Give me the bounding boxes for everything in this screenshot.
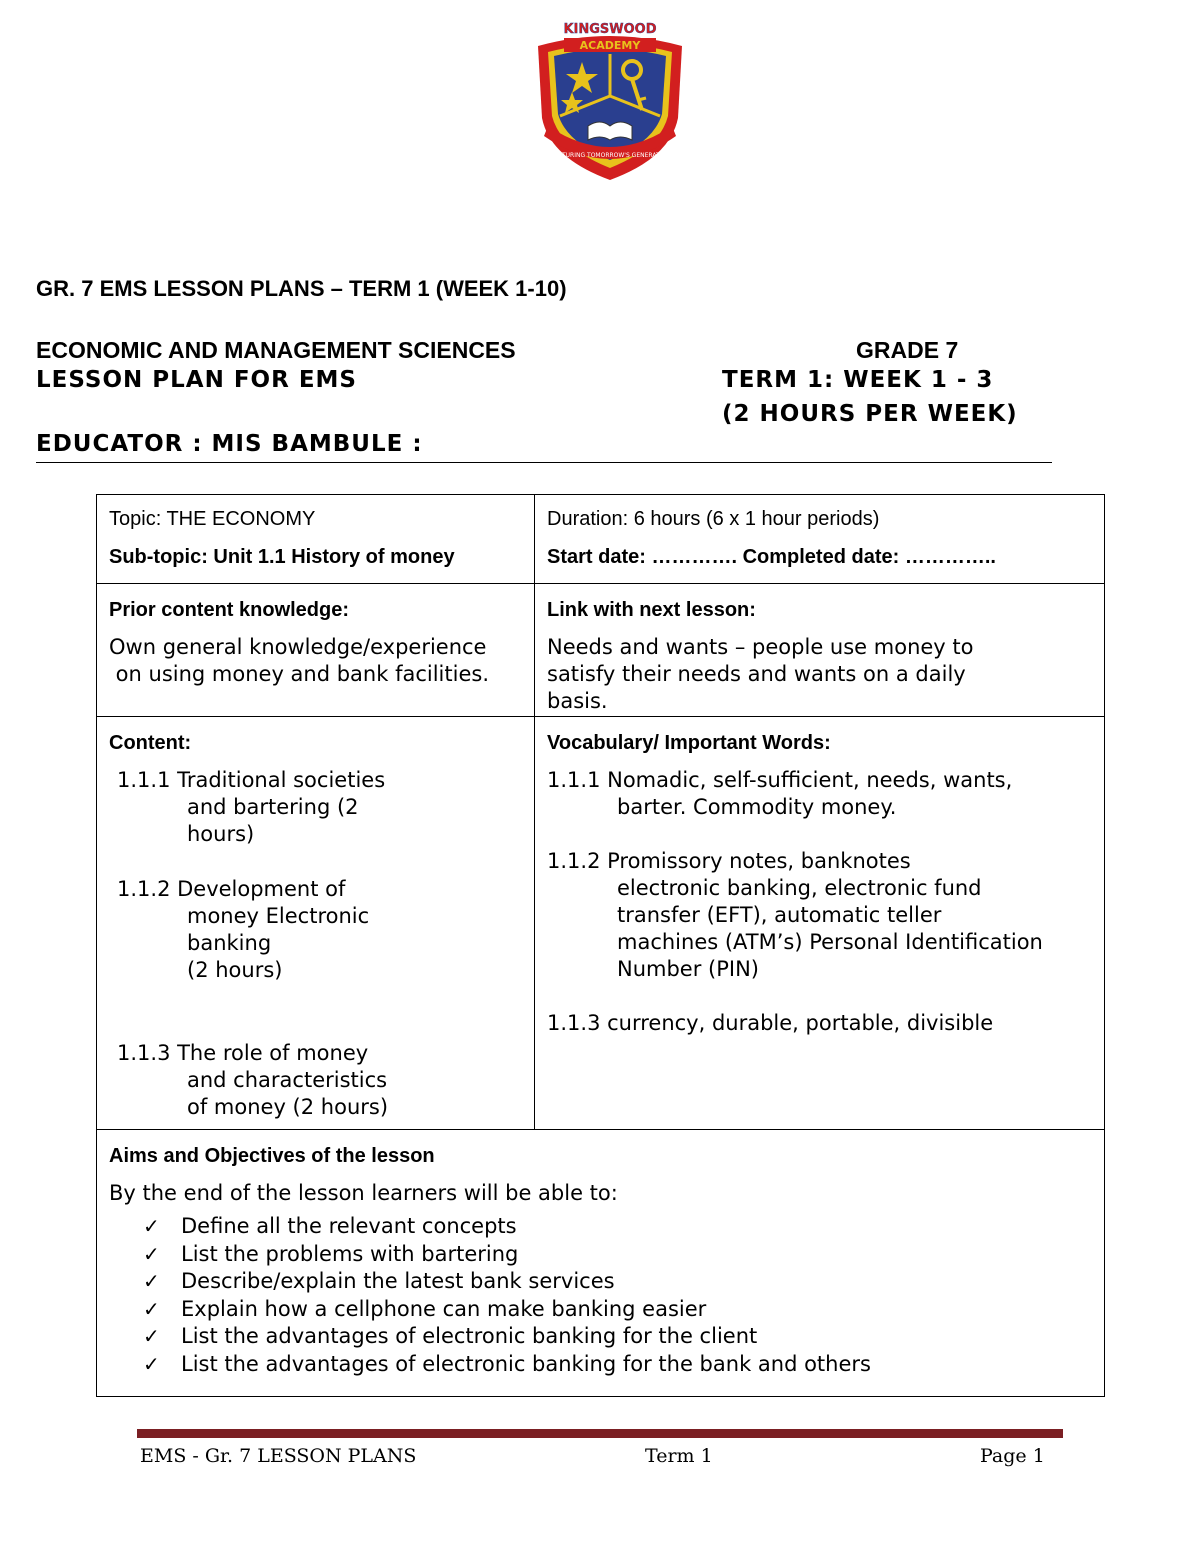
document-title: GR. 7 EMS LESSON PLANS – TERM 1 (WEEK 1-10) xyxy=(36,276,567,301)
prior-knowledge-line: on using money and bank facilities. xyxy=(109,662,489,686)
vocabulary-item-line: transfer (EFT), automatic teller xyxy=(617,903,942,927)
vocabulary-item: 1.1.3 currency, durable, portable, divisible xyxy=(547,1011,994,1035)
check-icon: ✓ xyxy=(143,1324,160,1348)
footer-term: Term 1 xyxy=(645,1445,713,1467)
table-row xyxy=(97,717,1105,1130)
page-number: Page 1 xyxy=(980,1445,1045,1467)
check-icon: ✓ xyxy=(143,1269,160,1293)
list-item: ✓ List the advantages of electronic banking for the bank and others xyxy=(143,1351,1104,1379)
prior-knowledge-line: Own general knowledge/experience xyxy=(109,635,487,659)
table-row xyxy=(97,584,1105,717)
svg-text:KINGSWOOD: KINGSWOOD xyxy=(563,22,657,37)
vocabulary-item-line: Number (PIN) xyxy=(617,957,759,981)
vocabulary-item-line: machines (ATM’s) Personal Identification xyxy=(617,930,1043,954)
check-icon: ✓ xyxy=(143,1214,160,1238)
svg-text:NURTURING TOMORROW'S GENERATIO: NURTURING TOMORROW'S GENERATION xyxy=(549,152,671,159)
objectives-list xyxy=(109,1213,1104,1378)
link-line: satisfy their needs and wants on a daily xyxy=(547,662,966,686)
table-row xyxy=(97,495,1105,584)
topic-cell xyxy=(97,495,535,584)
check-icon: ✓ xyxy=(143,1351,160,1376)
content-item: 1.1.1 Traditional societies xyxy=(117,768,386,792)
content-cell xyxy=(97,717,535,1130)
link-line: basis. xyxy=(547,689,608,713)
svg-text:ACADEMY: ACADEMY xyxy=(579,39,641,52)
vocabulary-list xyxy=(547,767,1104,1037)
duration-text: Duration: 6 hours (6 x 1 hour periods) xyxy=(547,508,880,530)
content-list xyxy=(109,767,534,1121)
prior-knowledge-cell xyxy=(97,584,535,717)
topic-text: Topic: THE ECONOMY xyxy=(109,508,316,530)
list-item: ✓ Define all the relevant concepts xyxy=(143,1213,1104,1241)
link-next-lesson-label: Link with next lesson: xyxy=(547,599,756,621)
grade-label: GRADE 7 xyxy=(856,337,959,363)
prior-knowledge-label: Prior content knowledge: xyxy=(109,599,350,621)
header-divider xyxy=(36,462,1052,463)
link-line: Needs and wants – people use money to xyxy=(547,635,974,659)
term-week: TERM 1: WEEK 1 - 3 xyxy=(722,367,994,393)
link-next-lesson-cell xyxy=(535,584,1105,717)
content-item: 1.1.2 Development of xyxy=(117,877,346,901)
school-crest-logo xyxy=(530,18,690,183)
list-item: ✓ List the advantages of electronic banking for the client xyxy=(143,1323,1104,1351)
vocabulary-item-line: electronic banking, electronic fund xyxy=(617,876,982,900)
educator-name: EDUCATOR : MIS BAMBULE : xyxy=(36,431,423,457)
vocabulary-cell xyxy=(535,717,1105,1130)
content-item-line: banking xyxy=(187,931,272,955)
vocabulary-item: 1.1.1 Nomadic, self-sufficient, needs, wants, xyxy=(547,768,1013,792)
footer-left-text: EMS - Gr. 7 LESSON PLANS xyxy=(140,1445,417,1467)
lesson-plan-table xyxy=(96,494,1105,1397)
content-label: Content: xyxy=(109,732,192,754)
list-item: ✓ List the problems with bartering xyxy=(143,1241,1104,1269)
duration-cell xyxy=(535,495,1105,584)
content-item-line: money Electronic xyxy=(187,904,370,928)
footer-bar xyxy=(137,1429,1063,1438)
list-item: ✓ Describe/explain the latest bank services xyxy=(143,1268,1104,1296)
vocabulary-label: Vocabulary/ Important Words: xyxy=(547,732,831,754)
lesson-plan-title: LESSON PLAN FOR EMS xyxy=(36,367,357,393)
dates-text: Start date: …………. Completed date: ………….. xyxy=(547,546,996,568)
content-item-line: and characteristics xyxy=(187,1068,388,1092)
content-item: 1.1.3 The role of money xyxy=(117,1041,369,1065)
subject-name: ECONOMIC AND MANAGEMENT SCIENCES xyxy=(36,337,516,363)
content-item-line: and bartering (2 xyxy=(187,795,359,819)
content-item-line: hours) xyxy=(187,822,255,846)
subtopic-text: Sub-topic: Unit 1.1 History of money xyxy=(109,546,455,568)
vocabulary-item: 1.1.2 Promissory notes, banknotes xyxy=(547,849,911,873)
check-icon: ✓ xyxy=(143,1296,160,1321)
content-item-line: (2 hours) xyxy=(187,958,283,982)
hours-per-week: (2 HOURS PER WEEK) xyxy=(722,401,1018,427)
vocabulary-item-line: barter. Commodity money. xyxy=(617,795,897,819)
aims-label: Aims and Objectives of the lesson xyxy=(109,1145,435,1167)
aims-intro: By the end of the lesson learners will be able to: xyxy=(109,1181,618,1205)
aims-cell xyxy=(97,1130,1105,1397)
check-icon: ✓ xyxy=(143,1241,160,1266)
table-row xyxy=(97,1130,1105,1397)
list-item: ✓ Explain how a cellphone can make banking easier xyxy=(143,1296,1104,1324)
content-item-line: of money (2 hours) xyxy=(187,1095,389,1119)
